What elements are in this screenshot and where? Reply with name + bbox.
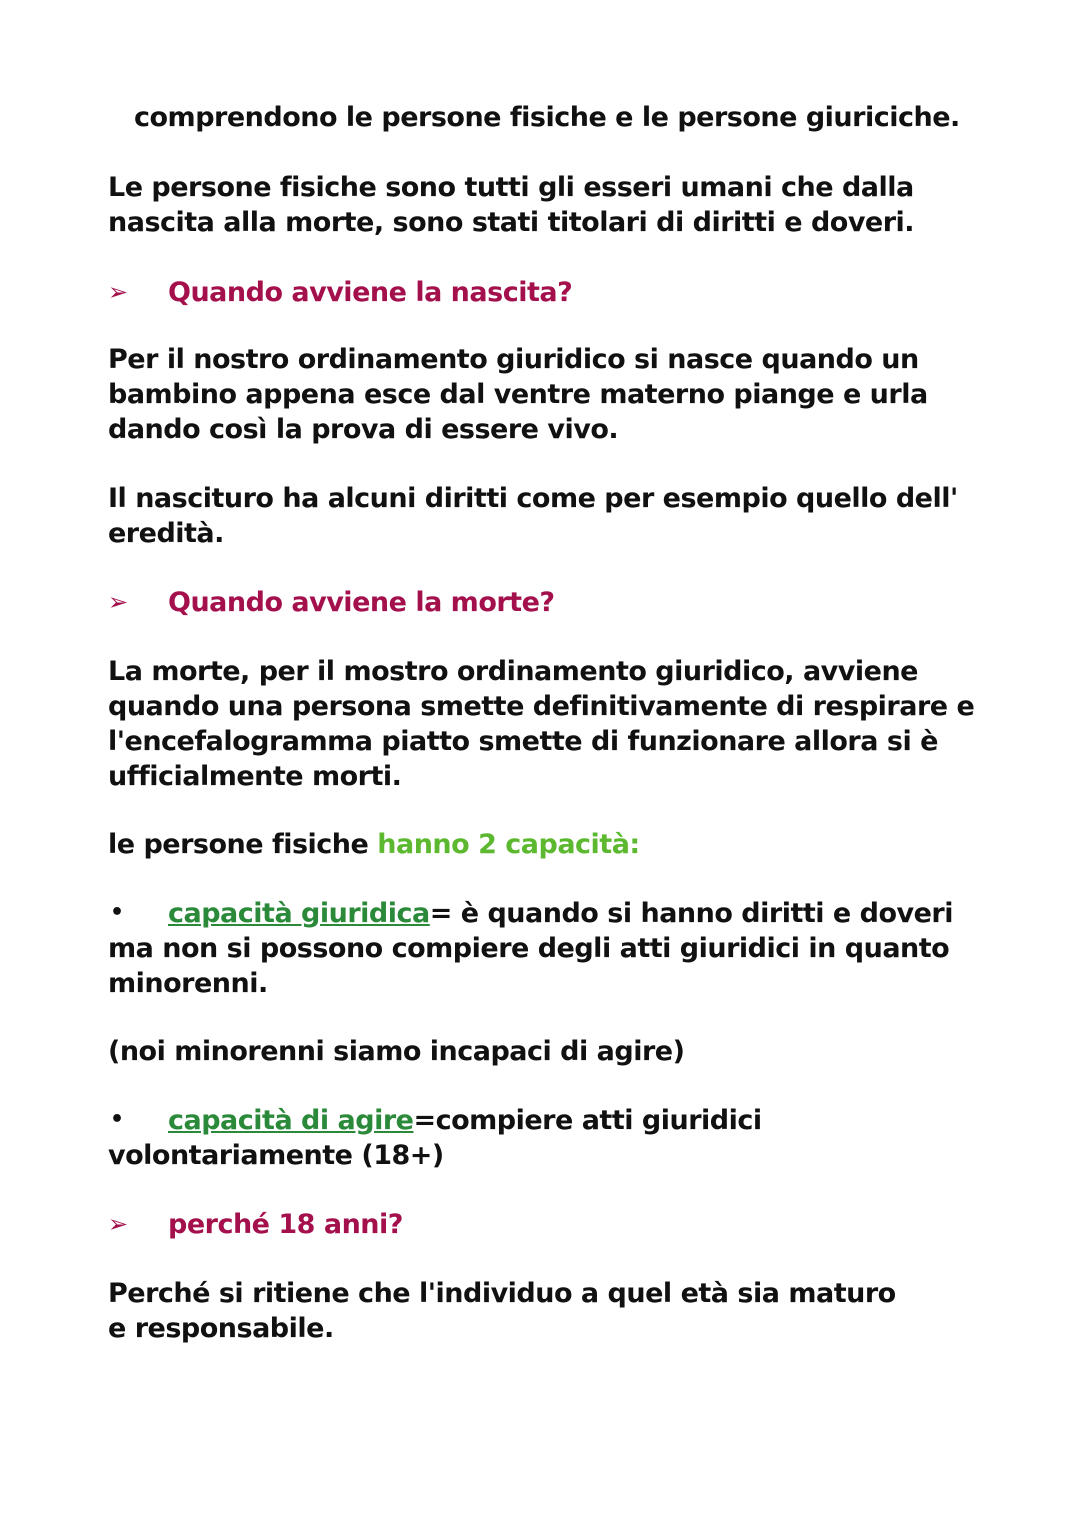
paragraph: La morte, per il mostro ordinamento giuridico, avviene quando una persona smette definitivamente di respirare e l'encefalogramma piatto smette di funzionare allora si è ufficialmente morti.	[108, 656, 975, 792]
definition: = è quando si hanno diritti e doveri ma non si possono compiere degli atti giuridici in quanto minorenni.	[108, 898, 954, 999]
list-item	[108, 1103, 808, 1173]
text: le persone fisiche	[108, 829, 378, 860]
paragraph: Perché si ritiene che l'individuo a quel età sia maturo e responsabile.	[108, 1278, 896, 1344]
arrow-bullet-icon: ➢	[108, 588, 128, 616]
paragraph: Le persone fisiche sono tutti gli esseri umani che dalla nascita alla morte, sono stati titolari di diritti e doveri.	[108, 172, 915, 238]
paragraph: Il nascituro ha alcuni diritti come per esempio quello dell' eredità.	[108, 483, 958, 549]
paragraph: (noi minorenni siamo incapaci di agire)	[108, 1036, 685, 1067]
list-item	[108, 896, 988, 1001]
term-capacita-di-agire: capacità di agire	[168, 1105, 414, 1136]
highlight-text: hanno 2 capacità:	[377, 829, 640, 860]
bullet-icon: •	[110, 900, 124, 925]
heading-nascita: Quando avviene la nascita?	[168, 277, 573, 308]
arrow-bullet-icon: ➢	[108, 1210, 128, 1238]
term-capacita-giuridica: capacità giuridica	[168, 898, 430, 929]
paragraph: Per il nostro ordinamento giuridico si nasce quando un bambino appena esce dal ventre materno piange e urla dando così la prova di essere vivo.	[108, 344, 928, 445]
paragraph: comprendono le persone fisiche e le persone giuriciche.	[134, 102, 960, 133]
arrow-bullet-icon: ➢	[108, 278, 128, 306]
bullet-icon: •	[110, 1107, 124, 1132]
heading-18-anni: perché 18 anni?	[168, 1209, 403, 1240]
definition: =compiere atti giuridici volontariamente (18+)	[108, 1105, 762, 1171]
heading-morte: Quando avviene la morte?	[168, 587, 555, 618]
paragraph	[108, 827, 988, 862]
